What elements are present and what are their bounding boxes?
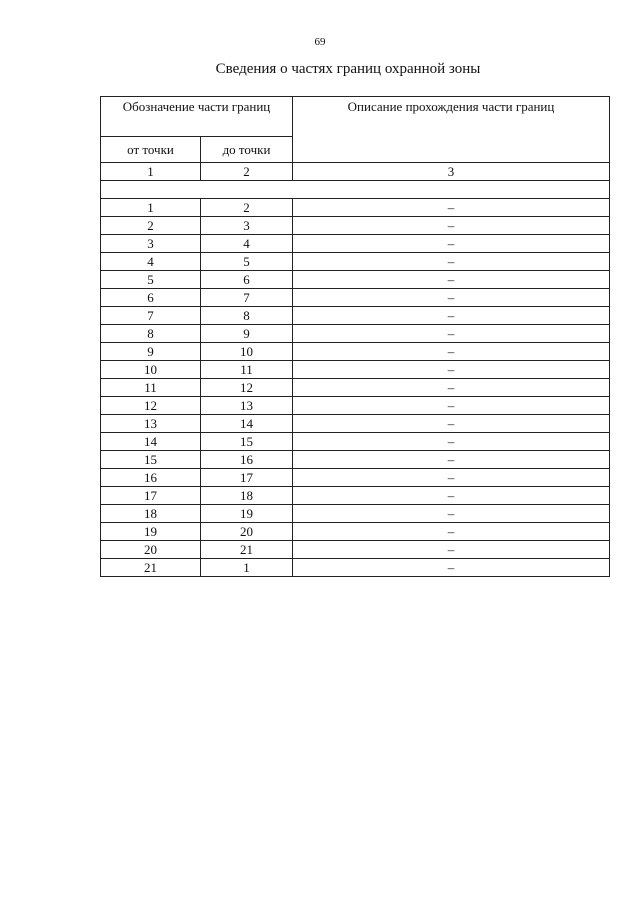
row-to-point: 12: [201, 379, 293, 397]
row-to-point: 17: [201, 469, 293, 487]
row-description: –: [293, 397, 610, 415]
header-to-point: до точки: [201, 137, 293, 163]
row-to-point: 18: [201, 487, 293, 505]
table-row: [101, 559, 610, 577]
row-description: –: [293, 343, 610, 361]
row-from-point: 19: [101, 523, 201, 541]
row-description: –: [293, 253, 610, 271]
row-description: –: [293, 235, 610, 253]
row-to-point: 14: [201, 415, 293, 433]
row-to-point: 2: [201, 199, 293, 217]
row-description: –: [293, 433, 610, 451]
row-to-point: 6: [201, 271, 293, 289]
row-from-point: 20: [101, 541, 201, 559]
row-from-point: 21: [101, 559, 201, 577]
row-to-point: 20: [201, 523, 293, 541]
column-number-row: [101, 163, 610, 181]
row-from-point: 17: [101, 487, 201, 505]
row-description: –: [293, 379, 610, 397]
table-row: [101, 505, 610, 523]
row-from-point: 1: [101, 199, 201, 217]
row-description: –: [293, 415, 610, 433]
row-from-point: 7: [101, 307, 201, 325]
row-description: –: [293, 199, 610, 217]
table-row: [101, 217, 610, 235]
row-to-point: 9: [201, 325, 293, 343]
table-row: [101, 523, 610, 541]
row-from-point: 11: [101, 379, 201, 397]
table-row: [101, 469, 610, 487]
section-blank-cell: [101, 181, 610, 199]
table-row: [101, 415, 610, 433]
table-row: [101, 235, 610, 253]
section-blank-row: [101, 181, 610, 199]
row-from-point: 9: [101, 343, 201, 361]
row-from-point: 16: [101, 469, 201, 487]
row-to-point: 7: [201, 289, 293, 307]
boundary-parts-table: [100, 96, 610, 577]
table-row: [101, 361, 610, 379]
table-row: [101, 433, 610, 451]
table-row: [101, 199, 610, 217]
row-to-point: 19: [201, 505, 293, 523]
row-from-point: 18: [101, 505, 201, 523]
row-to-point: 3: [201, 217, 293, 235]
row-from-point: 2: [101, 217, 201, 235]
table-row: [101, 541, 610, 559]
row-to-point: 21: [201, 541, 293, 559]
row-from-point: 15: [101, 451, 201, 469]
row-description: –: [293, 451, 610, 469]
table-row: [101, 307, 610, 325]
column-number-2: 2: [201, 163, 293, 181]
row-from-point: 13: [101, 415, 201, 433]
row-description: –: [293, 361, 610, 379]
table-row: [101, 451, 610, 469]
header-boundary-description: Описание прохождения части границ: [293, 97, 610, 163]
row-from-point: 6: [101, 289, 201, 307]
table-row: [101, 487, 610, 505]
table-row: [101, 379, 610, 397]
page-number: 69: [314, 36, 326, 48]
row-to-point: 1: [201, 559, 293, 577]
row-description: –: [293, 307, 610, 325]
row-description: –: [293, 559, 610, 577]
header-from-point: от точки: [101, 137, 201, 163]
row-from-point: 12: [101, 397, 201, 415]
row-from-point: 14: [101, 433, 201, 451]
row-from-point: 8: [101, 325, 201, 343]
row-from-point: 3: [101, 235, 201, 253]
row-from-point: 10: [101, 361, 201, 379]
row-description: –: [293, 541, 610, 559]
table-row: [101, 397, 610, 415]
row-to-point: 5: [201, 253, 293, 271]
header-row-group: [101, 97, 610, 137]
table-row: [101, 253, 610, 271]
row-to-point: 8: [201, 307, 293, 325]
table-row: [101, 271, 610, 289]
row-description: –: [293, 505, 610, 523]
row-to-point: 13: [201, 397, 293, 415]
row-to-point: 15: [201, 433, 293, 451]
header-boundary-designation: Обозначение части границ: [101, 97, 293, 137]
row-from-point: 4: [101, 253, 201, 271]
table-row: [101, 289, 610, 307]
row-description: –: [293, 469, 610, 487]
row-to-point: 4: [201, 235, 293, 253]
document-title: Сведения о частях границ охранной зоны: [215, 61, 481, 77]
row-description: –: [293, 325, 610, 343]
table-row: [101, 325, 610, 343]
row-description: –: [293, 217, 610, 235]
row-description: –: [293, 523, 610, 541]
column-number-3: 3: [293, 163, 610, 181]
row-to-point: 16: [201, 451, 293, 469]
column-number-1: 1: [101, 163, 201, 181]
row-to-point: 11: [201, 361, 293, 379]
row-to-point: 10: [201, 343, 293, 361]
row-description: –: [293, 289, 610, 307]
row-description: –: [293, 271, 610, 289]
row-from-point: 5: [101, 271, 201, 289]
table-row: [101, 343, 610, 361]
row-description: –: [293, 487, 610, 505]
